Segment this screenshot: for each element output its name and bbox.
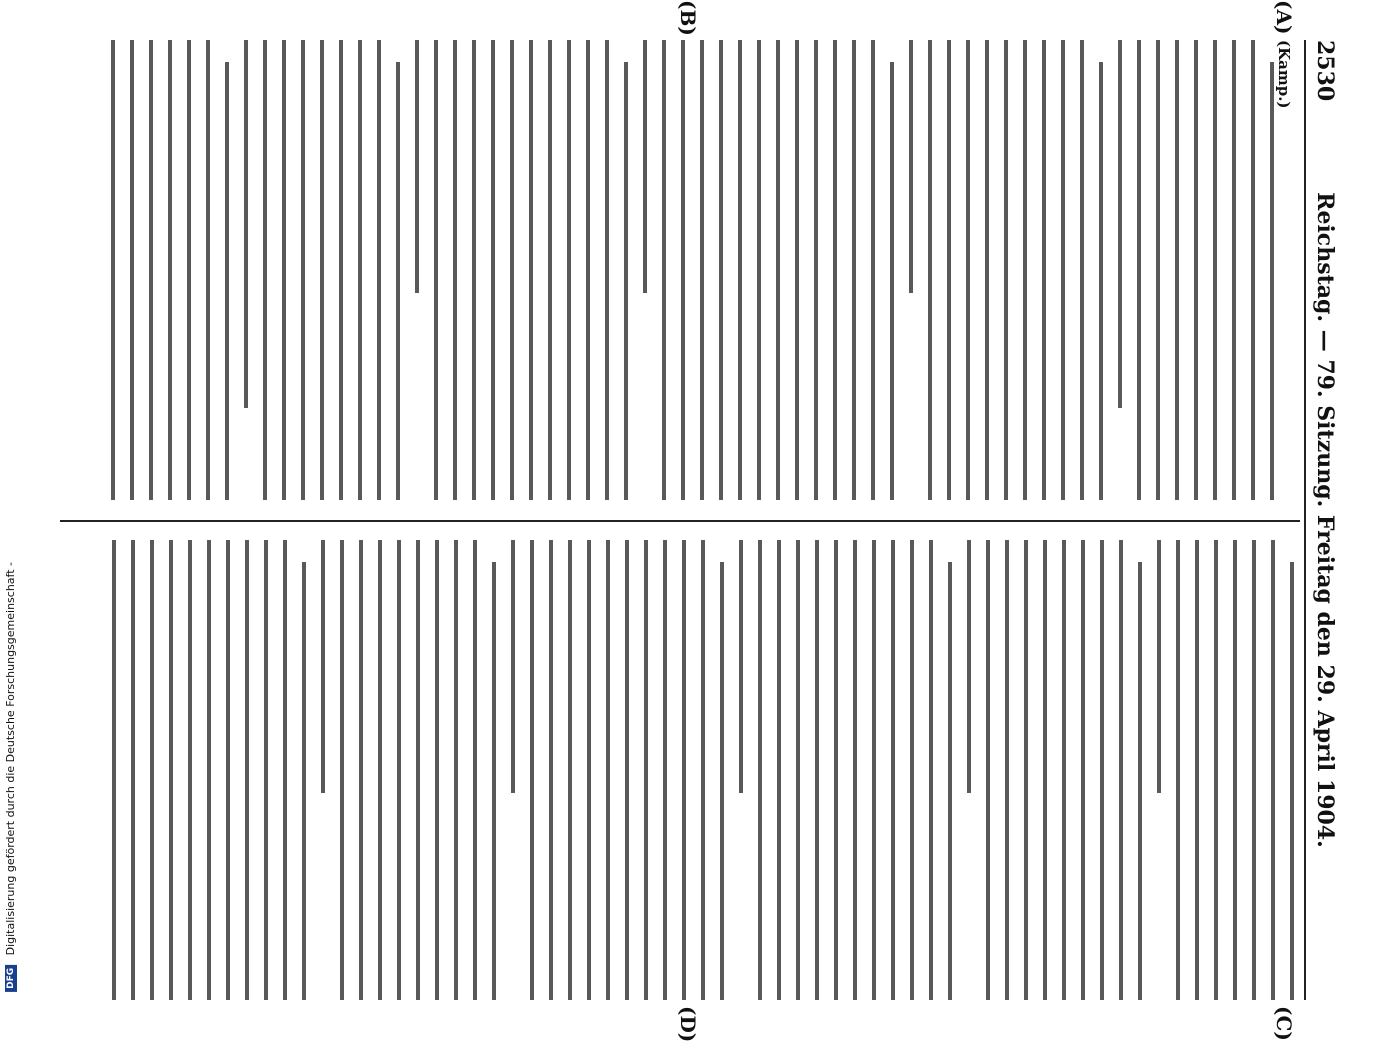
text-line [1043, 540, 1047, 1000]
text-line [510, 40, 514, 500]
dfg-logo: DFG [5, 965, 17, 992]
text-line [1080, 40, 1084, 500]
margin-letter-c: (C) [1272, 1006, 1296, 1041]
text-line [567, 40, 571, 500]
text-column-right [69, 540, 1294, 1000]
credit-text: Digitalisierung gefördert durch die Deutsche Forschungsgemeinschaft - [4, 562, 17, 956]
text-line [1176, 540, 1180, 1000]
text-line [492, 562, 496, 1000]
text-line [815, 540, 819, 1000]
text-line [758, 540, 762, 1000]
text-line [396, 62, 400, 500]
text-line [681, 40, 685, 500]
margin-letter-b: (B) [676, 0, 700, 36]
text-line [776, 40, 780, 500]
text-line [472, 40, 476, 500]
text-line [473, 540, 477, 1000]
text-line [454, 540, 458, 1000]
text-line [131, 540, 135, 1000]
text-line [662, 40, 666, 500]
text-line [511, 540, 515, 793]
text-line [491, 40, 495, 500]
text-line [1156, 40, 1160, 500]
text-line [643, 40, 647, 293]
text-line [1004, 40, 1008, 500]
text-line [871, 40, 875, 500]
text-line [682, 540, 686, 1000]
text-line [282, 40, 286, 500]
text-line [663, 540, 667, 1000]
text-line [1099, 62, 1103, 500]
text-line [947, 40, 951, 500]
text-line [130, 40, 134, 500]
column-text-lines [112, 540, 1294, 1000]
text-line [1157, 540, 1161, 793]
text-line [340, 540, 344, 1000]
text-line [416, 540, 420, 1000]
text-line [359, 540, 363, 1000]
text-line [1100, 540, 1104, 1000]
text-line [1137, 40, 1141, 500]
text-line [1195, 540, 1199, 1000]
text-line [738, 40, 742, 500]
text-line [244, 40, 248, 408]
speaker-label: (Kamp.) [1275, 40, 1293, 109]
text-line [453, 40, 457, 500]
text-line [1214, 540, 1218, 1000]
text-line [1062, 540, 1066, 1000]
text-line [1119, 540, 1123, 1000]
text-line [358, 40, 362, 500]
text-line [301, 40, 305, 500]
text-line [700, 40, 704, 500]
text-line [625, 540, 629, 1000]
text-line [1213, 40, 1217, 500]
text-line [986, 540, 990, 1000]
column-divider [60, 520, 1300, 522]
text-line [1061, 40, 1065, 500]
text-line [985, 40, 989, 500]
text-line [111, 40, 115, 500]
text-line [264, 540, 268, 1000]
text-line [378, 540, 382, 1000]
text-line [910, 540, 914, 1000]
text-line [929, 540, 933, 1000]
column-text-lines [111, 40, 1274, 500]
text-line [283, 540, 287, 1000]
text-line [568, 540, 572, 1000]
text-line [757, 40, 761, 500]
text-line [624, 62, 628, 500]
text-line [814, 40, 818, 500]
text-line [948, 562, 952, 1000]
text-line [967, 540, 971, 793]
text-line [587, 540, 591, 1000]
running-title: Reichstag. — 79. Sitzung. Freitag den 29. April 1904. [1312, 192, 1338, 848]
text-line [719, 40, 723, 500]
text-line [263, 40, 267, 500]
text-line [795, 40, 799, 500]
text-line [853, 540, 857, 1000]
text-line [435, 540, 439, 1000]
text-line [245, 540, 249, 1000]
text-line [644, 540, 648, 1000]
text-line [739, 540, 743, 793]
text-line [872, 540, 876, 1000]
text-line [549, 540, 553, 1000]
text-line [1232, 40, 1236, 500]
page-number: 2530 [1312, 40, 1338, 102]
text-line [909, 40, 913, 293]
text-line [834, 540, 838, 1000]
text-line [226, 540, 230, 1000]
text-line [891, 540, 895, 1000]
text-line [586, 40, 590, 500]
text-line [1024, 540, 1028, 1000]
text-line [320, 40, 324, 500]
text-line [225, 62, 229, 500]
text-line [1175, 40, 1179, 500]
text-line [188, 540, 192, 1000]
text-line [1271, 540, 1275, 1000]
text-line [548, 40, 552, 500]
text-line [530, 540, 534, 1000]
text-line [606, 540, 610, 1000]
text-line [321, 540, 325, 793]
text-line [207, 540, 211, 1000]
text-line [1251, 40, 1255, 500]
text-line [1290, 562, 1294, 1000]
text-line [112, 540, 116, 1000]
text-line [796, 540, 800, 1000]
text-line [397, 540, 401, 1000]
text-line [852, 40, 856, 500]
text-line [1118, 40, 1122, 408]
text-line [1005, 540, 1009, 1000]
text-line [1138, 562, 1142, 1000]
text-line [169, 540, 173, 1000]
text-line [149, 40, 153, 500]
text-line [1042, 40, 1046, 500]
text-line [833, 40, 837, 500]
text-line [302, 562, 306, 1000]
text-line [777, 540, 781, 1000]
text-line [377, 40, 381, 500]
document-page [50, 0, 1340, 1042]
text-line [187, 40, 191, 500]
margin-letter-d: (D) [676, 1006, 700, 1042]
text-line [339, 40, 343, 500]
text-line [1081, 540, 1085, 1000]
text-line [720, 562, 724, 1000]
text-line [415, 40, 419, 293]
margin-letter-a: (A) [1272, 0, 1296, 35]
text-line [701, 540, 705, 1000]
page-header [1304, 40, 1340, 1000]
text-line [966, 40, 970, 500]
text-line [1194, 40, 1198, 500]
text-line [529, 40, 533, 500]
digitization-credit [4, 562, 17, 992]
text-line [150, 540, 154, 1000]
text-line [168, 40, 172, 500]
text-line [1233, 540, 1237, 1000]
text-line [928, 40, 932, 500]
text-line [890, 62, 894, 500]
text-line [206, 40, 210, 500]
text-line [1270, 62, 1274, 500]
text-column-left [69, 40, 1294, 500]
text-line [605, 40, 609, 500]
text-line [1023, 40, 1027, 500]
text-line [434, 40, 438, 500]
text-line [1252, 540, 1256, 1000]
